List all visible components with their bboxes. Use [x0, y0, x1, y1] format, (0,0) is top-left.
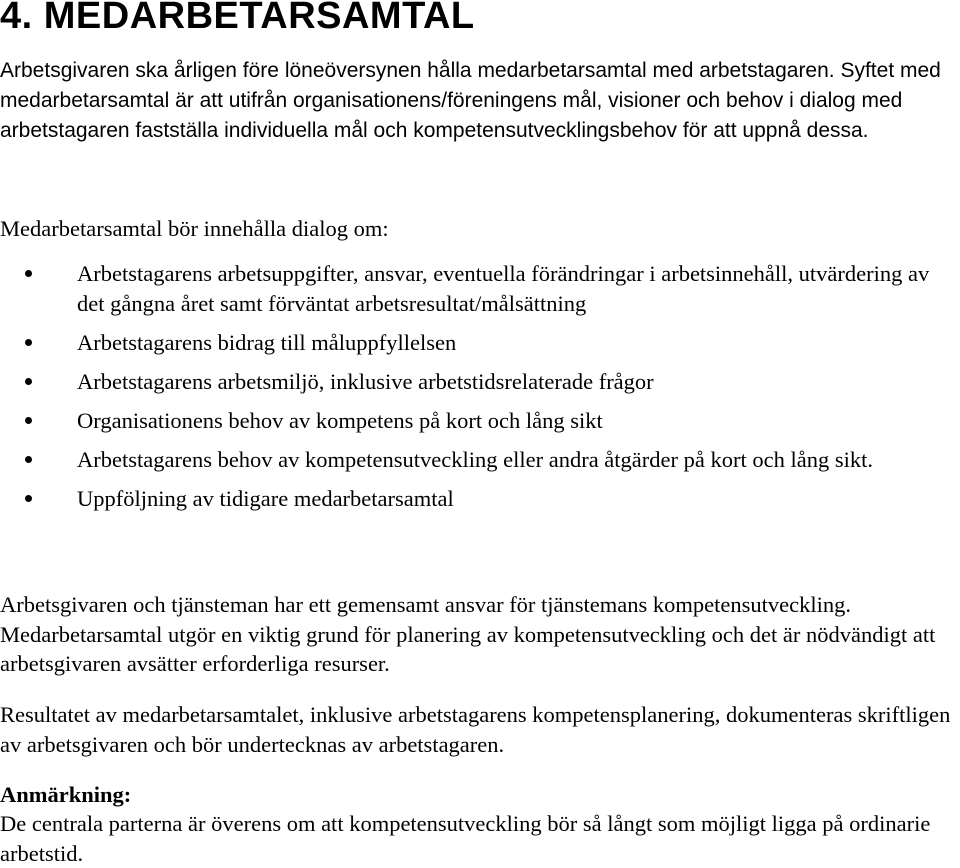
list-item-text: Arbetstagarens arbetsuppgifter, ansvar, eventuella förändringar i arbetsinnehåll, utvärdering av det gångna året samt förväntat arbetsresultat/målsättning	[77, 261, 930, 316]
list-item-text: Arbetstagarens bidrag till måluppfyllelsen	[77, 329, 457, 355]
list-item-text: Arbetstagarens arbetsmiljö, inklusive arbetstidsrelaterade frågor	[77, 368, 654, 394]
list-item	[0, 406, 947, 436]
bullet-icon	[25, 270, 32, 277]
shared-responsibility-paragraph: Arbetsgivaren och tjänsteman har ett gemensamt ansvar för tjänstemans kompetensutveckling. Medarbetarsamtal utgör en viktig grund för planering av kompetensutveckling och det är nödvändigt att arbetsgivaren avsätter erforderliga resurser.	[0, 592, 936, 676]
bullet-icon	[25, 339, 32, 346]
intro-paragraph: Arbetsgivaren ska årligen före löneöversynen hålla medarbetarsamtal med arbetstagaren. Syftet med medarbetarsamtal är att utifrån organisationens/föreningens mål, visioner och behov i dialog med arbetstagaren fastställa individuella mål och kompetensutvecklingsbehov för att uppnå dessa.	[0, 59, 941, 142]
result-paragraph: Resultatet av medarbetarsamtalet, inklusive arbetstagarens kompetensplanering, dokumenteras skriftligen av arbetsgivaren och bör undertecknas av arbetstagaren.	[0, 702, 951, 757]
list-item	[0, 484, 947, 514]
note-label: Anmärkning:	[0, 782, 132, 807]
section-heading: 4. MEDARBETARSAMTAL	[0, 0, 475, 37]
list-item	[0, 445, 947, 475]
list-item-text: Uppföljning av tidigare medarbetarsamtal	[77, 485, 454, 511]
bullet-icon	[25, 378, 32, 385]
list-item	[0, 259, 947, 318]
bullet-icon	[25, 417, 32, 424]
list-item-text: Arbetstagarens behov av kompetensutveckling eller andra åtgärder på kort och lång sikt.	[77, 446, 873, 472]
list-item	[0, 367, 947, 397]
dialog-intro-paragraph: Medarbetarsamtal bör innehålla dialog om:	[0, 216, 389, 241]
list-item	[0, 328, 947, 358]
list-item-text: Organisationens behov av kompetens på kort och lång sikt	[77, 407, 603, 433]
note-paragraph: De centrala parterna är överens om att kompetensutveckling bör så långt som möjligt ligga på ordinarie arbetstid.	[0, 811, 931, 866]
bullet-icon	[25, 495, 32, 502]
bullet-icon	[25, 456, 32, 463]
dialog-topics-list	[0, 259, 960, 523]
